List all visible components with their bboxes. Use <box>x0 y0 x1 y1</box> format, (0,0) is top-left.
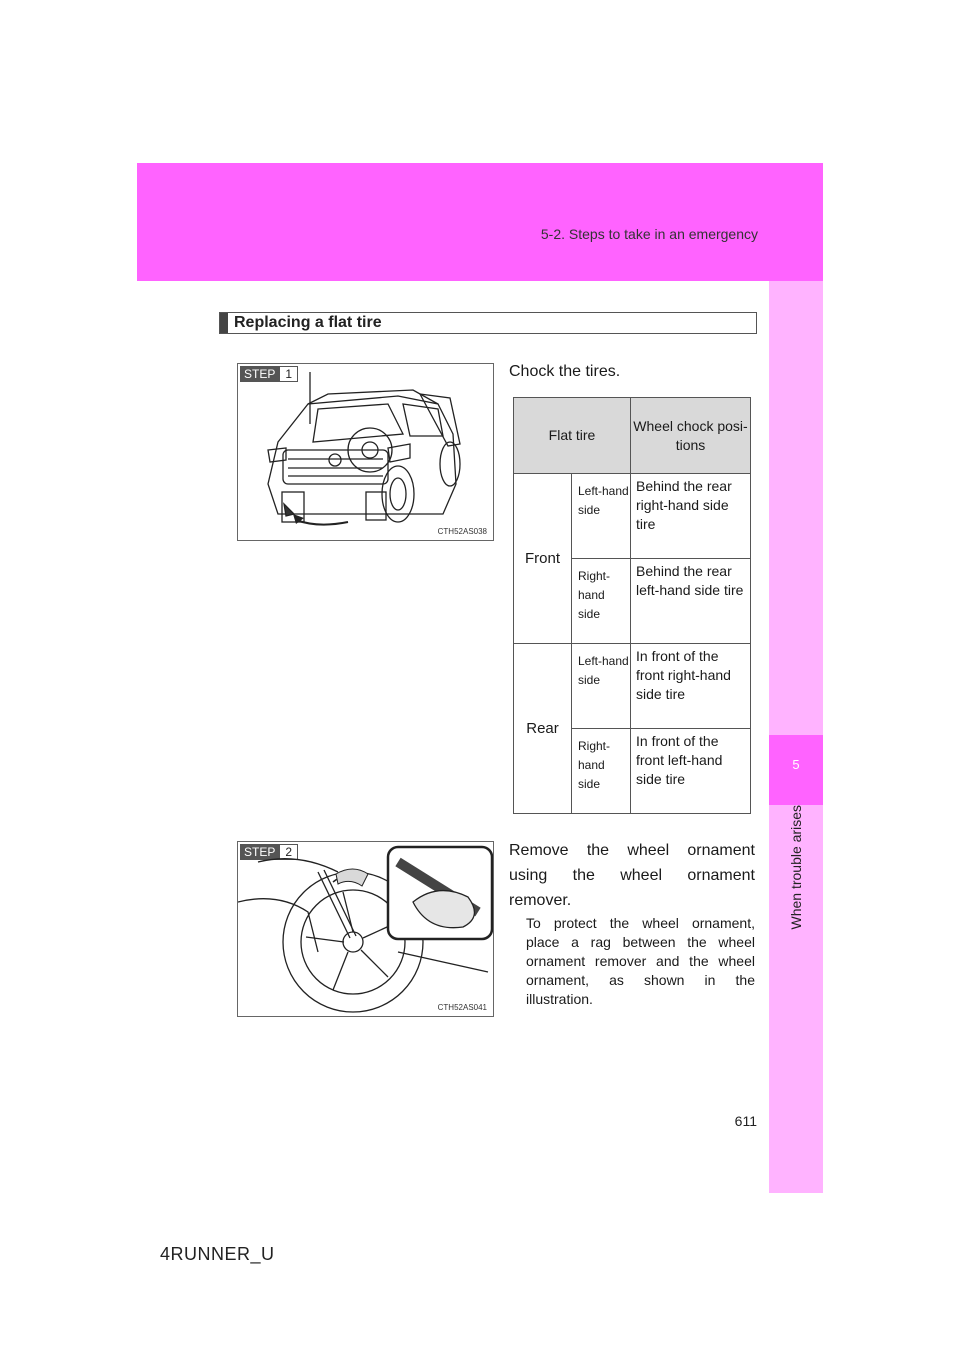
group-rear: Rear <box>514 644 572 814</box>
chapter-title-text: When trouble arises <box>788 805 804 930</box>
header-wheel-chock-positions: Wheel chock posi-tions <box>631 398 751 474</box>
step1-illustration <box>237 363 494 541</box>
section-heading <box>219 312 757 334</box>
step1-instruction: Chock the tires. <box>509 363 621 380</box>
chapter-number: 5 <box>792 757 800 772</box>
footer-model-code: 4RUNNER_U <box>160 1244 275 1264</box>
position-cell: In front of the front right-hand side tire <box>631 644 751 729</box>
side-cell: Right-hand side <box>572 729 631 814</box>
step1-number: 1 <box>279 366 298 382</box>
group-front: Front <box>514 474 572 644</box>
header-flat-tire: Flat tire <box>514 398 631 474</box>
table-header-row <box>514 398 751 474</box>
step1-label: STEP <box>240 366 279 382</box>
wheel-chock-table <box>513 397 751 814</box>
suv-wheel-chock-drawing <box>238 364 494 541</box>
side-cell: Right-hand side <box>572 559 631 644</box>
position-cell: Behind the rear right-hand side tire <box>631 474 751 559</box>
side-cell: Left-hand side <box>572 644 631 729</box>
page-number: 611 <box>734 1113 757 1129</box>
heading-text: Replacing a flat tire <box>234 314 382 331</box>
step2-note: To protect the wheel ornament, place a rag between the wheel ornament remover and the wheel ornament, as shown in the illustration. <box>526 915 755 1007</box>
header-band <box>137 163 823 281</box>
step2-label: STEP <box>240 844 279 860</box>
table-row <box>514 644 751 729</box>
position-cell: Behind the rear left-hand side tire <box>631 559 751 644</box>
table-row <box>514 474 751 559</box>
chapter-title <box>769 805 823 995</box>
step2-figure-code: CTH52AS041 <box>437 1003 487 1012</box>
step2-number: 2 <box>279 844 298 860</box>
position-cell: In front of the front left-hand side tire <box>631 729 751 814</box>
wheel-ornament-removal-drawing <box>238 842 494 1017</box>
section-label: 5-2. Steps to take in an emergency <box>540 226 758 242</box>
step2-illustration <box>237 841 494 1017</box>
heading-bar <box>220 313 228 333</box>
step2-instruction: Remove the wheel ornament using the wheel ornament remover. <box>509 842 755 909</box>
side-cell: Left-hand side <box>572 474 631 559</box>
step1-figure-code: CTH52AS038 <box>437 527 487 536</box>
